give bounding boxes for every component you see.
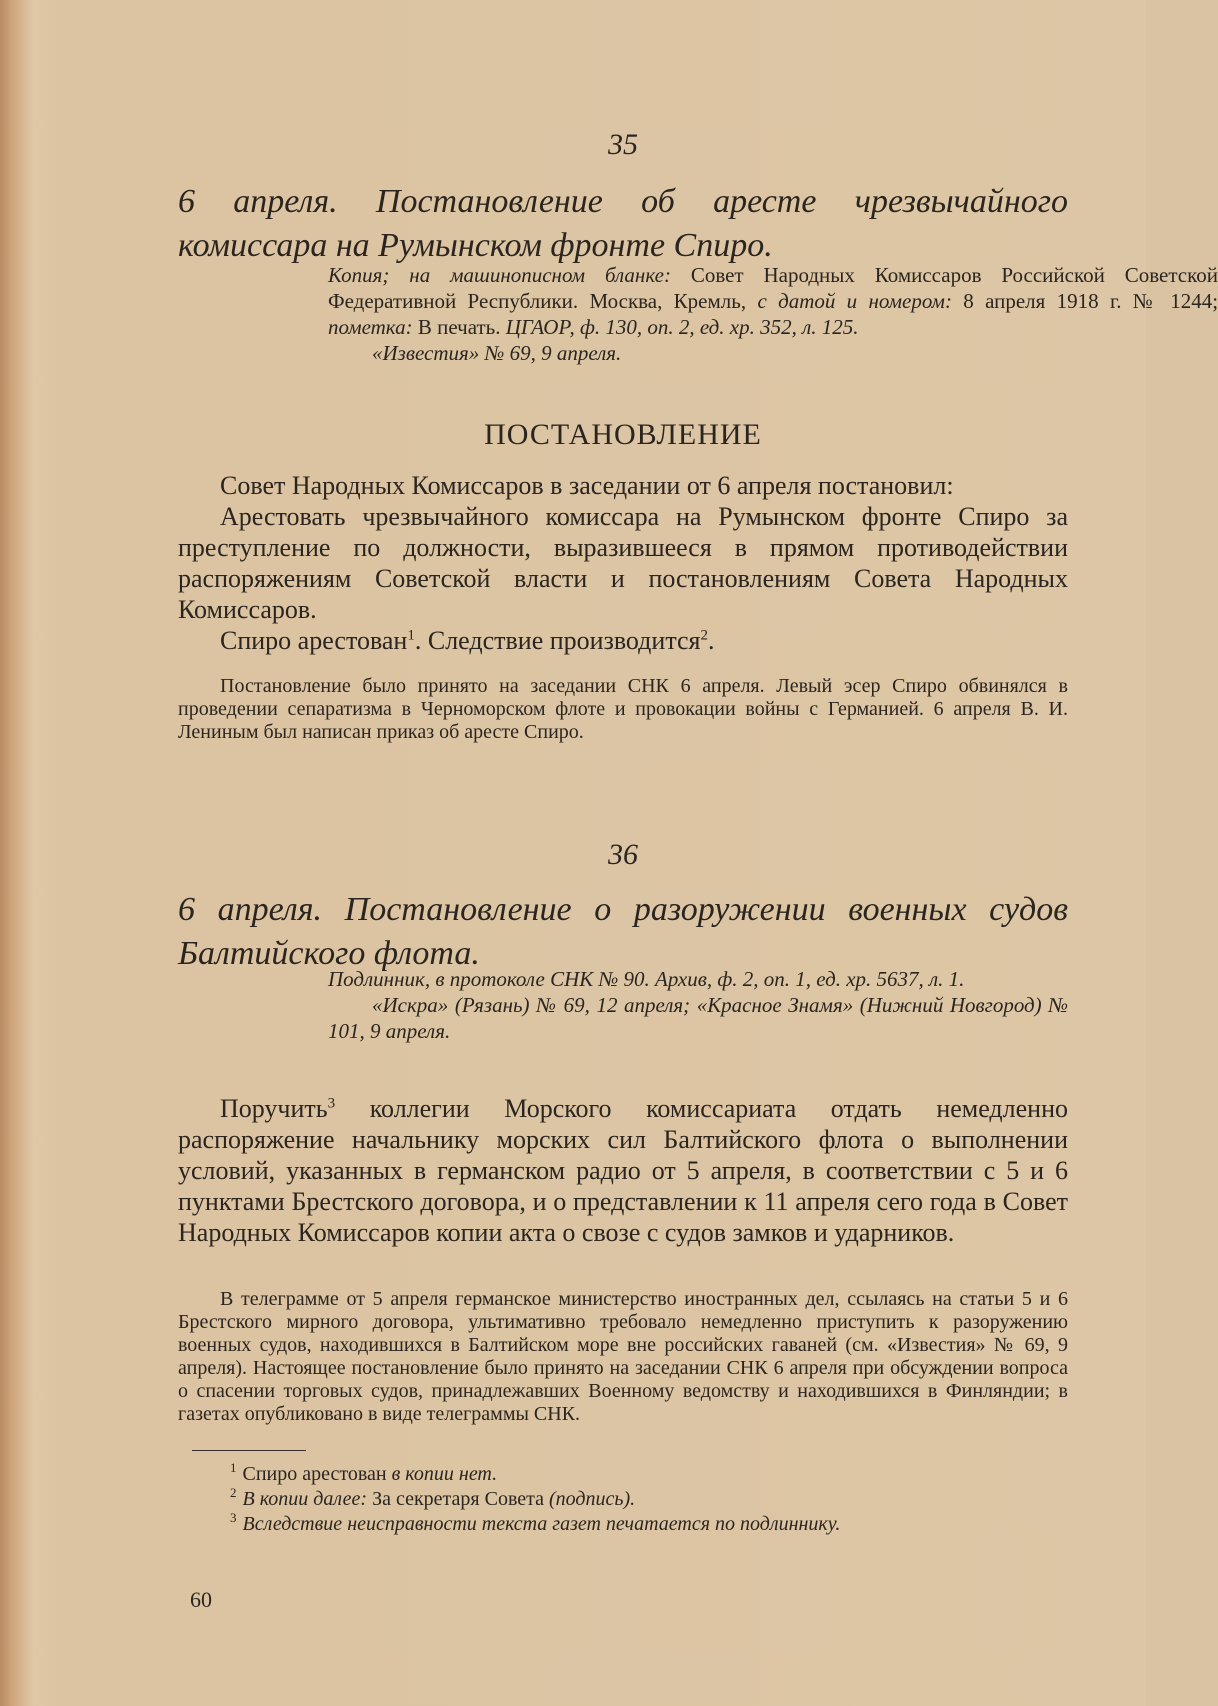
paragraph: Совет Народных Комиссаров в заседании от 6 апреля постановил: — [220, 471, 954, 500]
footnote-ref-3: 3 — [327, 1095, 336, 1112]
text-run: . Следствие производится — [414, 626, 701, 655]
footnote-italic: в копии нет. — [391, 1463, 498, 1485]
footnote-italic: (подпись). — [549, 1488, 636, 1510]
page-number: 60 — [190, 1587, 212, 1612]
footnote-1 — [230, 1462, 1080, 1486]
document-36-heading: 6 апреля. Постановление о разоружении военных судов Балтийского флота. — [178, 891, 1068, 972]
source-publication: «Искра» (Рязань) № 69, 12 апреля; «Красное Знамя» (Нижний Новгород) № 101, 9 апреля. — [328, 993, 1068, 1043]
document-35-body — [178, 470, 1068, 656]
source-text: Совет Народных Комиссаров Российской Советской Федеративной Республики. Москва, Кремль, — [328, 263, 1218, 313]
document-number-36: 36 — [608, 838, 638, 871]
source-archive: ЦГАОР, ф. 130, оп. 2, ед. хр. 352, л. 125. — [505, 315, 859, 339]
text-run: Спиро арестован — [220, 626, 408, 655]
document-title: ПОСТАНОВЛЕНИЕ — [484, 418, 762, 451]
paragraph — [178, 625, 1068, 656]
footnote-text: За секретаря Совета — [372, 1488, 545, 1510]
source-label: пометка: — [328, 315, 413, 339]
footnote-3 — [230, 1512, 1080, 1536]
document-36-note: В телеграмме от 5 апреля германское министерство иностранных дел, ссылаясь на статьи 5 и 6 Брестского мирного договора, ультимативно требовало немедленно приступить к разоружению военных судов, находившихся в Балтийском море вне российских гаваней (см. «Известия» № 69, 9 апреля). Настоящее постановление было принято на заседании СНК 6 апреля при обсуждении вопроса о спасении торговых судов, принадлежавших Военному ведомству и находившихся в Финляндии; в газетах опубликовано в виде телеграммы СНК. — [178, 1288, 1068, 1425]
source-text: Подлинник, в протоколе СНК № 90. Архив, ф. 2, оп. 1, ед. хр. 5637, л. 1. — [328, 967, 965, 991]
source-text: 8 апреля 1918 г. № 1244; — [963, 289, 1218, 313]
source-publication: «Известия» № 69, 9 апреля. — [372, 341, 622, 365]
footnote-italic: В копии далее: — [242, 1488, 368, 1510]
footnote-italic: Вследствие неисправности текста газет печатается по подлиннику. — [242, 1513, 841, 1535]
document-number-35: 35 — [608, 128, 638, 161]
paragraph: Арестовать чрезвычайного комиссара на Румынском фронте Спиро за преступление по должности, выразившееся в прямом противодействии распоряжениям Советской власти и постановлениям Совета Народных Комиссаров. — [178, 502, 1068, 624]
footnote-mark: 1 — [230, 1460, 237, 1476]
text-run: . — [708, 626, 715, 655]
source-label: с датой и номером: — [757, 289, 952, 313]
document-35-note: Постановление было принято на заседании СНК 6 апреля. Левый эсер Спиро обвинялся в проведении сепаратизма в Черноморском флоте и провокации войны с Германией. 6 апреля В. И. Лениным был написан приказ об аресте Спиро. — [178, 675, 1068, 743]
document-35-source — [178, 262, 1218, 366]
document-35-heading: 6 апреля. Постановление об аресте чрезвычайного комиссара на Румынском фронте Спиро. — [178, 183, 1068, 264]
document-36-body — [178, 1093, 1068, 1248]
text-run: Поручить — [220, 1094, 328, 1123]
footnote-separator — [192, 1450, 306, 1451]
document-36-source — [178, 966, 1068, 1044]
footnote-ref-2: 2 — [700, 627, 709, 644]
book-spine — [0, 0, 34, 1706]
source-label: Копия; на машинописном бланке: — [328, 263, 671, 287]
footnote-mark: 2 — [230, 1485, 237, 1501]
text-run: коллегии Морского комиссариата отдать немедленно распоряжение начальнику морских сил Балтийского флота о выполнении условий, указанных в германском радио от 5 апреля, в соответствии с 5 и 6 пунктами Брестского договора, и о представлении к 11 апреля сего года в Совет Народных Комиссаров копии акта о свозе с судов замков и ударников. — [178, 1094, 1068, 1247]
footnote-2 — [230, 1487, 1080, 1511]
footnote-ref-1: 1 — [407, 627, 415, 644]
footnote-text: Спиро арестован — [242, 1463, 387, 1485]
source-text: В печать. — [417, 315, 501, 339]
footnote-mark: 3 — [230, 1510, 237, 1526]
